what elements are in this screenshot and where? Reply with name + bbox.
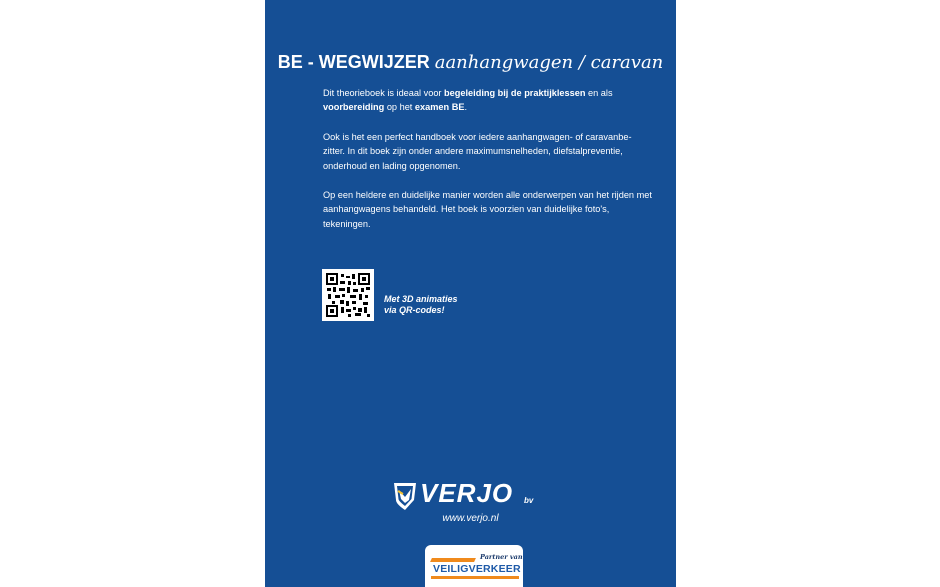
qr-code[interactable] (322, 269, 374, 321)
p1-bold-3: examen BE (414, 102, 465, 113)
verjo-shield-icon (392, 480, 418, 512)
book-back-cover (265, 0, 676, 587)
qr-caption (384, 294, 458, 316)
qr-caption-line-2: via QR-codes! (384, 305, 445, 315)
partner-label: Partner van (480, 553, 523, 561)
p1-text-2: en als (585, 88, 613, 98)
p1-text-3: op het (384, 102, 415, 113)
cover-title-main: BE - WEGWIJZER (277, 52, 430, 72)
p1-bold-1: begeleiding bij de praktijklessen (444, 88, 586, 98)
cover-title-sub: aanhangwagen / caravan (434, 52, 664, 73)
website-url: www.verjo.nl (442, 513, 499, 524)
verjo-wordmark: VERJO (420, 478, 514, 508)
verjo-suffix: bv (524, 496, 534, 505)
qr-caption-line-1: Met 3D animaties (384, 294, 458, 304)
description-paragraph-2: Ook is het een perfect handboek voor iedere aanhangwagen- of caravanbe-zitter. In dit boek zijn onder andere maximumsnelheden, diefstalpreventie, onderhoud en lading opgenomen. (323, 131, 632, 171)
description-paragraph-3: Op een heldere en duidelijke manier worden alle onderwerpen van het rijden met aanhangwagens behandeld. Het boek is voorzien van duidelijke foto's, tekeningen. (323, 190, 652, 229)
p1-bold-2: voorbereiding (323, 102, 385, 113)
verjo-logo (392, 478, 552, 514)
p1-text-4: . (464, 102, 468, 113)
partner-name: VEILIGVERKEER (433, 563, 521, 575)
partner-stripe-top (430, 558, 476, 562)
p1-text-1: Dit theorieboek is ideaal voor (323, 88, 445, 98)
partner-veilig-verkeer-badge (425, 545, 523, 587)
cover-description (323, 86, 653, 246)
partner-stripe-bottom (431, 576, 519, 579)
cover-title (265, 52, 676, 73)
qr-code-icon (326, 273, 370, 317)
description-paragraph-1 (323, 86, 653, 115)
